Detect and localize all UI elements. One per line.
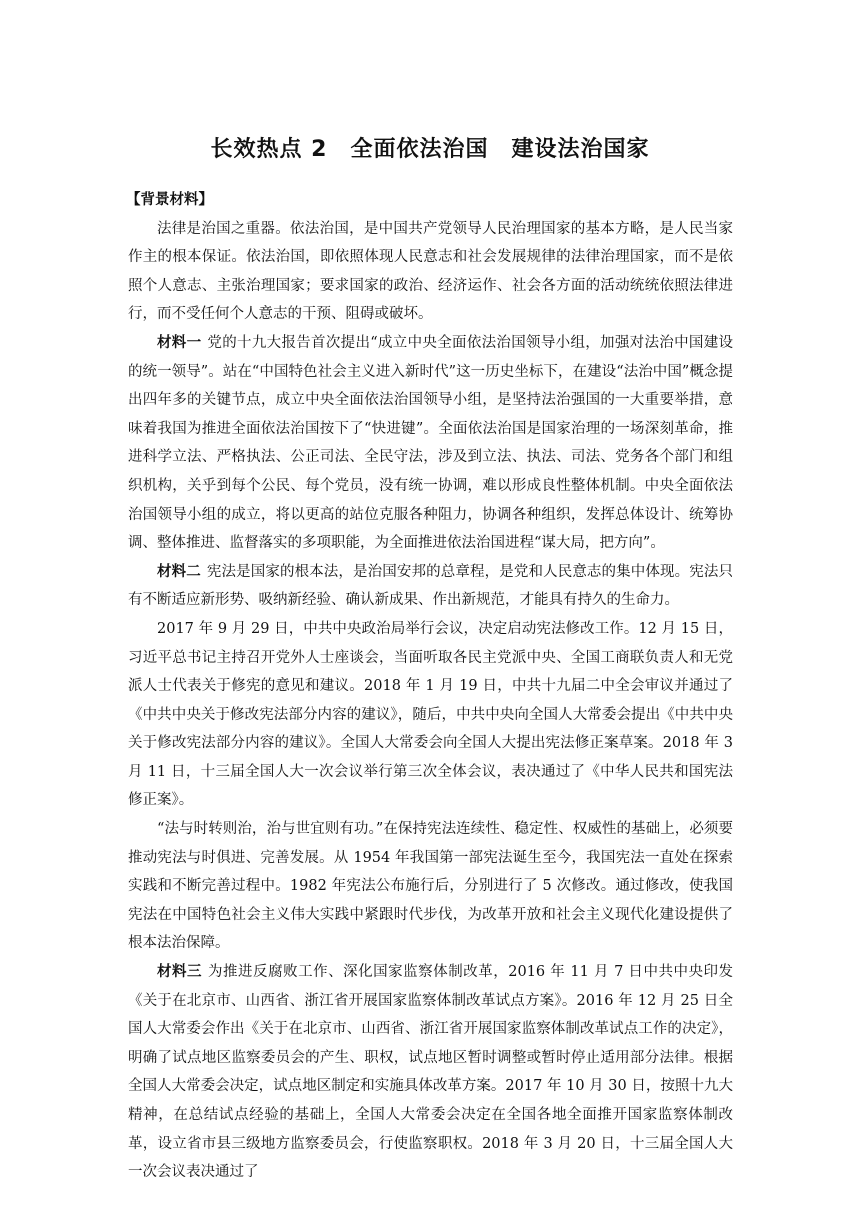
paragraph-text: 法律是治国之重器。依法治国，是中国共产党领导人民治理国家的基本方略，是人民当家作主的根本保证。依法治国，即依照体现人民意志和社会发展规律的法律治理国家，而不是依照个人意志、主张治理国家；要求国家的政治、经济运作、社会各方面的活动统统依照法律进行，而不受任何个人意志的干预、阻碍或破坏。	[128, 220, 733, 323]
paragraph-intro	[128, 215, 733, 329]
paragraph-text: 宪法是国家的根本法，是治国安邦的总章程，是党和人民意志的集中体现。宪法只有不断适应新形势、吸纳新经验、确认新成果、作出新规范，才能具有持久的生命力。	[128, 563, 734, 609]
document-body	[128, 186, 733, 1187]
paragraph-constitution-timeline	[128, 615, 733, 815]
section-heading: 【背景材料】	[126, 192, 213, 208]
material-label: 材料一	[157, 334, 202, 351]
paragraph-text: 为推进反腐败工作、深化国家监察体制改革，2016 年 11 月 7 日中共中央印发《关于在北京市、山西省、浙江省开展国家监察体制改革试点方案》。2016 年 12 月 25 日全国人大常委会作出《关于在北京市、山西省、浙江省开展国家监察体制改革试点工作的决定》，明确了试点地区监察委员会的产生、职权，试点地区暂时调整或暂时停止适用部分法律。根据全国人大常委会决定，试点地区制定和实施具体改革方案。2017 年 10 月 30 日，按照十九大精神，在总结试点经验的基础上，全国人大常委会决定在全国各地全面推开国家监察体制改革，设立省市县三级地方监察委员会，行使监察职权。2018 年 3 月 20 日，十三届全国人大一次会议表决通过了	[128, 964, 733, 1181]
paragraph-text: 党的十九大报告首次提出“成立中央全面依法治国领导小组，加强对法治中国建设的统一领导”。站在“中国特色社会主义进入新时代”这一历史坐标下，在建设“法治中国”概念提出四年多的关键节点，成立中央全面依法治国领导小组，是坚持法治强国的一大重要举措，意味着我国为推进全面依法治国按下了“快进键”。全面依法治国是国家治理的一场深刻革命，推进科学立法、严格执法、公正司法、全民守法，涉及到立法、执法、司法、党务各个部门和组织机构，关乎到每个公民、每个党员，没有统一协调，难以形成良性整体机制。中央全面依法治国领导小组的成立，将以更高的站位克服各种阻力，协调各种组织，发挥总体设计、统筹协调、整体推进、监督落实的多项职能，为全面推进依法治国进程“谋大局，把方向”。	[128, 334, 733, 552]
paragraph-material-3	[128, 958, 733, 1187]
material-label: 材料三	[157, 964, 203, 981]
material-label: 材料二	[157, 563, 201, 580]
page-title: 长效热点 2 全面依法治国 建设法治国家	[210, 137, 650, 162]
paragraph-material-2	[128, 558, 733, 615]
paragraph-text: “法与时转则治，治与世宜则有功。”在保持宪法连续性、稳定性、权威性的基础上，必须要推动宪法与时俱进、完善发展。从 1954 年我国第一部宪法诞生至今，我国宪法一直处在探索实践和不断完善过程中。1982 年宪法公布施行后，分别进行了 5 次修改。通过修改，使我国宪法在中国特色社会主义伟大实践中紧跟时代步伐，为改革开放和社会主义现代化建设提供了根本法治保障。	[128, 821, 733, 952]
paragraph-text: 2017 年 9 月 29 日，中共中央政治局举行会议，决定启动宪法修改工作。12 月 15 日，习近平总书记主持召开党外人士座谈会，当面听取各民主党派中央、全国工商联负责人和无党派人士代表关于修宪的意见和建议。2018 年 1 月 19 日，中共十九届二中全会审议并通过了《中共中央关于修改宪法部分内容的建议》，随后，中共中央向全国人大常委会提出《中共中央关于修改宪法部分内容的建议》。全国人大常委会向全国人大提出宪法修正案草案。2018 年 3 月 11 日，十三届全国人大一次会议举行第三次全体会议，表决通过了《中华人民共和国宪法修正案》。	[128, 620, 733, 809]
paragraph-constitution-history	[128, 815, 733, 958]
paragraph-material-1	[128, 329, 733, 558]
